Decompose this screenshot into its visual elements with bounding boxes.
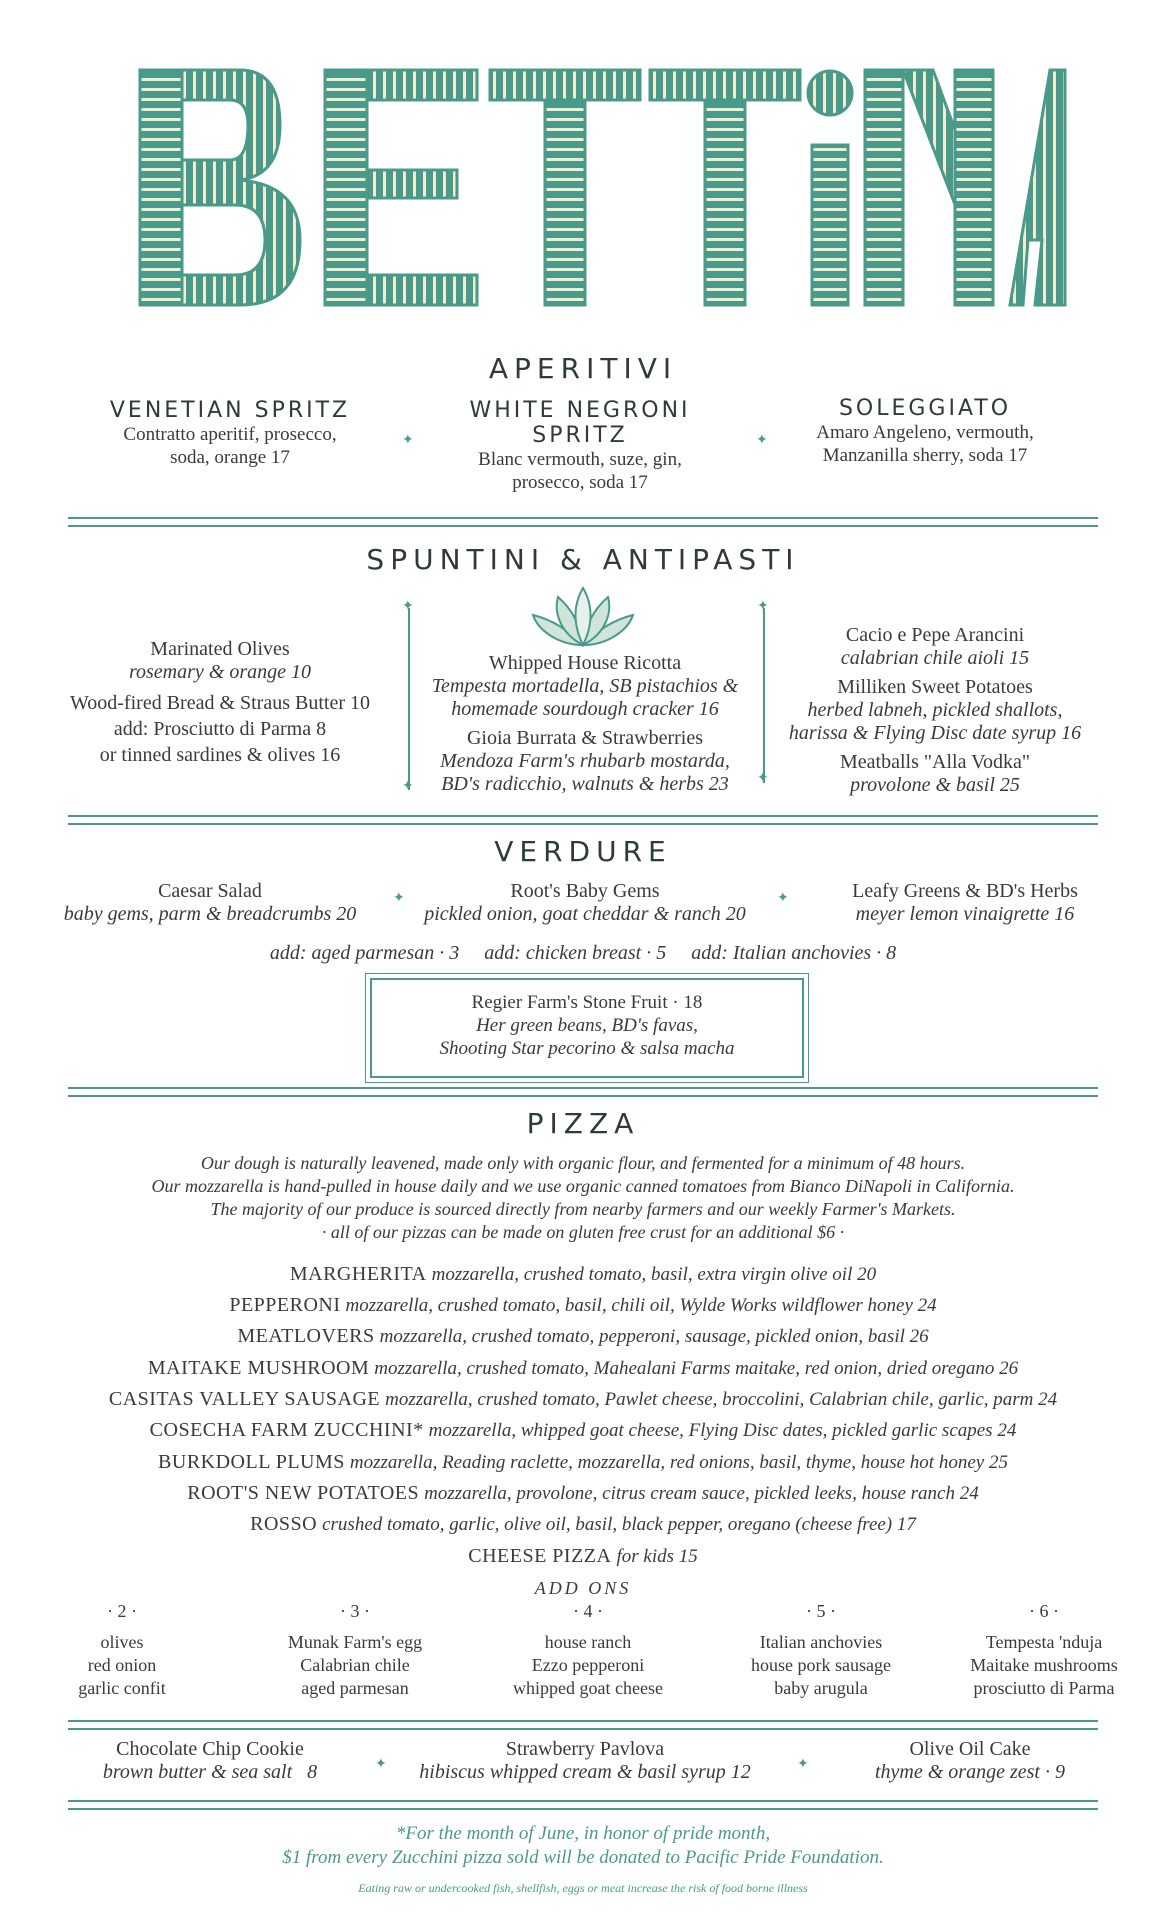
drink-desc: Manzanilla sherry, soda 17 bbox=[822, 445, 1028, 466]
pizza-desc: mozzarella, crushed tomato, Mahealani Farms maitake, red onion, dried oregano 26 bbox=[374, 1358, 1019, 1379]
item-desc: homemade sourdough cracker 16 bbox=[451, 698, 719, 720]
dessert-olive-oil-cake bbox=[820, 1738, 1120, 1784]
diamond-ornament-icon: ✦ bbox=[375, 1757, 387, 1772]
aperitivi-title: APERITIVI bbox=[488, 352, 678, 385]
special-box bbox=[370, 978, 804, 1078]
pizza-item bbox=[0, 1512, 1166, 1537]
intro-line: Our mozzarella is hand-pulled in house daily and we use organic canned tomatoes from Bianco DiNapoli in California. bbox=[151, 1176, 1015, 1196]
bettina-logo bbox=[130, 65, 1070, 310]
addon-column bbox=[245, 1600, 465, 1700]
pizza-desc: crushed tomato, garlic, olive oil, basil, black pepper, oregano (cheese free) 17 bbox=[322, 1514, 916, 1535]
diamond-ornament-icon: ✦ bbox=[402, 433, 414, 448]
verdure-title: VERDURE bbox=[494, 835, 672, 868]
spuntini-left-column bbox=[30, 638, 410, 767]
pizza-item bbox=[0, 1356, 1166, 1381]
pizza-desc: mozzarella, crushed tomato, basil, extra virgin olive oil 20 bbox=[431, 1264, 877, 1285]
addon-price: · 2 · bbox=[107, 1601, 137, 1621]
addon-column bbox=[934, 1600, 1154, 1700]
addon-column bbox=[711, 1600, 931, 1700]
item-desc: or tinned sardines & olives 16 bbox=[99, 744, 341, 766]
lotus-ornament-icon bbox=[528, 585, 638, 650]
addon-item: aged parmesan bbox=[301, 1678, 409, 1698]
addon-item: whipped goat cheese bbox=[513, 1678, 663, 1698]
item-desc: Tempesta mortadella, SB pistachios & bbox=[431, 675, 739, 697]
diamond-ornament-icon: ✦ bbox=[757, 599, 769, 614]
item-name: Meatballs "Alla Vodka" bbox=[839, 751, 1030, 773]
salad-baby-gems bbox=[405, 880, 765, 926]
special-desc: Shooting Star pecorino & salsa macha bbox=[439, 1038, 735, 1059]
drink-soleggiato bbox=[780, 396, 1070, 467]
diamond-ornament-icon: ✦ bbox=[402, 779, 414, 794]
addon-item: baby arugula bbox=[774, 1678, 868, 1698]
section-divider bbox=[68, 815, 1098, 825]
item-name: Milliken Sweet Potatoes bbox=[837, 676, 1033, 698]
item-name: Strawberry Pavlova bbox=[505, 1738, 665, 1760]
intro-line: · all of our pizzas can be made on gluten free crust for an additional $6 · bbox=[321, 1222, 845, 1242]
addon-item: Maitake mushrooms bbox=[970, 1655, 1118, 1675]
item-name: Olive Oil Cake bbox=[909, 1738, 1031, 1760]
spuntini-center-column bbox=[415, 652, 755, 796]
addon-price: · 6 · bbox=[1029, 1601, 1059, 1621]
item-desc: thyme & orange zest · 9 bbox=[875, 1761, 1065, 1783]
addons-title: ADD ONS bbox=[534, 1578, 632, 1598]
pizza-desc: mozzarella, provolone, citrus cream sauce, pickled leeks, house ranch 24 bbox=[424, 1483, 979, 1504]
drink-desc: Blanc vermouth, suze, gin, bbox=[478, 449, 682, 470]
pizza-name: ROOT'S NEW POTATOES bbox=[187, 1482, 420, 1504]
intro-line: The majority of our produce is sourced directly from nearby farmers and our weekly Farmer's Markets. bbox=[210, 1199, 956, 1219]
drink-name: WHITE NEGRONI SPRITZ bbox=[469, 398, 691, 448]
addon-price: · 4 · bbox=[573, 1601, 603, 1621]
item-name: Whipped House Ricotta bbox=[488, 652, 682, 674]
vertical-divider bbox=[408, 608, 410, 790]
drink-venetian-spritz bbox=[85, 398, 375, 469]
item-name: Chocolate Chip Cookie bbox=[116, 1738, 304, 1760]
addon-item: prosciutto di Parma bbox=[973, 1678, 1115, 1698]
drink-white-negroni-spritz bbox=[420, 398, 740, 494]
special-name: Regier Farm's Stone Fruit · 18 bbox=[471, 992, 703, 1013]
diamond-ornament-icon: ✦ bbox=[797, 1757, 809, 1772]
pizza-name: COSECHA FARM ZUCCHINI* bbox=[149, 1419, 424, 1441]
pizza-title: PIZZA bbox=[526, 1107, 640, 1140]
pizza-name: BURKDOLL PLUMS bbox=[158, 1451, 345, 1473]
item-desc: pickled onion, goat cheddar & ranch 20 bbox=[424, 903, 746, 925]
section-divider bbox=[68, 1800, 1098, 1810]
addon-item: house ranch bbox=[544, 1632, 632, 1652]
diamond-ornament-icon: ✦ bbox=[393, 891, 405, 906]
pizza-name: ROSSO bbox=[250, 1513, 318, 1535]
drink-desc: Contratto aperitif, prosecco, bbox=[123, 424, 337, 445]
item-desc: Mendoza Farm's rhubarb mostarda, bbox=[440, 750, 730, 772]
item-name: Gioia Burrata & Strawberries bbox=[466, 727, 704, 749]
item-desc: meyer lemon vinaigrette 16 bbox=[855, 903, 1075, 925]
addon-item: red onion bbox=[87, 1655, 157, 1675]
vertical-divider bbox=[763, 608, 765, 783]
section-divider bbox=[68, 517, 1098, 527]
addon-column bbox=[478, 1600, 698, 1700]
pride-note-line: *For the month of June, in honor of pride month, bbox=[395, 1823, 771, 1844]
pizza-desc: mozzarella, whipped goat cheese, Flying Disc dates, pickled garlic scapes 24 bbox=[428, 1420, 1017, 1441]
addon-item: Ezzo pepperoni bbox=[531, 1655, 645, 1675]
diamond-ornament-icon: ✦ bbox=[756, 433, 768, 448]
pizza-item bbox=[0, 1450, 1166, 1475]
pizza-name: MARGHERITA bbox=[289, 1263, 427, 1285]
diamond-ornament-icon: ✦ bbox=[757, 771, 769, 786]
drink-name: SOLEGGIATO bbox=[838, 396, 1012, 421]
addon-column bbox=[12, 1600, 232, 1700]
pizza-name: MAITAKE MUSHROOM bbox=[147, 1357, 370, 1379]
item-name: Wood-fired Bread & Straus Butter 10 bbox=[70, 692, 370, 714]
item-name: Cacio e Pepe Arancini bbox=[845, 624, 1025, 646]
spuntini-title: SPUNTINI & ANTIPASTI bbox=[366, 543, 800, 576]
pizza-item bbox=[0, 1387, 1166, 1412]
pizza-desc: for kids 15 bbox=[616, 1546, 698, 1567]
salad-leafy-greens bbox=[795, 880, 1135, 926]
intro-line: Our dough is naturally leavened, made only with organic flour, and fermented for a minimum of 48 hours. bbox=[200, 1153, 966, 1173]
pizza-desc: mozzarella, crushed tomato, basil, chili oil, Wylde Works wildflower honey 24 bbox=[345, 1295, 937, 1316]
item-desc: rosemary & orange 10 bbox=[128, 661, 312, 683]
item-name: Marinated Olives bbox=[150, 638, 290, 660]
special-desc: Her green beans, BD's favas, bbox=[476, 1015, 698, 1036]
pride-note bbox=[0, 1822, 1166, 1870]
pizza-name: CHEESE PIZZA bbox=[468, 1545, 612, 1567]
section-divider bbox=[68, 1720, 1098, 1730]
pizza-item bbox=[0, 1262, 1166, 1287]
pizza-name: CASITAS VALLEY SAUSAGE bbox=[108, 1388, 381, 1410]
pizza-name: PEPPERONI bbox=[229, 1294, 341, 1316]
drink-desc: soda, orange 17 bbox=[170, 447, 290, 468]
pizza-desc: mozzarella, crushed tomato, pepperoni, sausage, pickled onion, basil 26 bbox=[379, 1326, 929, 1347]
item-name: Leafy Greens & BD's Herbs bbox=[852, 880, 1078, 902]
item-desc: harissa & Flying Disc date syrup 16 bbox=[788, 722, 1082, 744]
addon-price: · 5 · bbox=[806, 1601, 836, 1621]
pizza-item bbox=[0, 1481, 1166, 1506]
item-desc: baby gems, parm & breadcrumbs 20 bbox=[63, 903, 357, 925]
item-desc: provolone & basil 25 bbox=[850, 774, 1020, 796]
pizza-intro bbox=[0, 1152, 1166, 1244]
addon-item: Munak Farm's egg bbox=[287, 1632, 423, 1652]
addon-item: olives bbox=[100, 1632, 144, 1652]
addon-item: Calabrian chile bbox=[300, 1655, 410, 1675]
pizza-name: MEATLOVERS bbox=[237, 1325, 375, 1347]
addon-item: garlic confit bbox=[78, 1678, 166, 1698]
item-desc: BD's radicchio, walnuts & herbs 23 bbox=[441, 773, 729, 795]
pizza-desc: mozzarella, crushed tomato, Pawlet cheese, broccolini, Calabrian chile, garlic, parm 24 bbox=[385, 1389, 1058, 1410]
pizza-desc: mozzarella, Reading raclette, mozzarella, red onions, basil, thyme, house hot honey 25 bbox=[349, 1452, 1008, 1473]
item-name: Caesar Salad bbox=[158, 880, 262, 902]
item-desc: hibiscus whipped cream & basil syrup 12 bbox=[419, 1761, 751, 1783]
drink-desc: prosecco, soda 17 bbox=[512, 472, 648, 493]
item-desc: add: Prosciutto di Parma 8 bbox=[113, 718, 327, 740]
item-desc: brown butter & sea salt 8 bbox=[102, 1761, 318, 1783]
dessert-cookie bbox=[60, 1738, 360, 1784]
pride-note-line: $1 from every Zucchini pizza sold will be donated to Pacific Pride Foundation. bbox=[282, 1847, 884, 1868]
item-desc: herbed labneh, pickled shallots, bbox=[807, 699, 1063, 721]
pizza-item bbox=[0, 1324, 1166, 1349]
dessert-pavlova bbox=[395, 1738, 775, 1784]
addon-item: Italian anchovies bbox=[759, 1632, 883, 1652]
addon-price: · 3 · bbox=[340, 1601, 370, 1621]
salad-caesar bbox=[30, 880, 390, 926]
pizza-item bbox=[0, 1293, 1166, 1318]
spuntini-right-column bbox=[770, 624, 1100, 797]
item-desc: calabrian chile aioli 15 bbox=[840, 647, 1030, 669]
pizza-item bbox=[0, 1418, 1166, 1443]
drink-name: VENETIAN SPRITZ bbox=[109, 398, 351, 423]
food-warning: Eating raw or undercooked fish, shellfish, eggs or meat increase the risk of food borne illness bbox=[358, 1881, 808, 1895]
pizza-item bbox=[0, 1544, 1166, 1569]
addon-item: Tempesta 'nduja bbox=[985, 1632, 1103, 1652]
salad-addons: add: aged parmesan · 3 add: chicken breast · 5 add: Italian anchovies · 8 bbox=[269, 942, 897, 964]
addon-item: house pork sausage bbox=[751, 1655, 891, 1675]
item-name: Root's Baby Gems bbox=[510, 880, 660, 902]
diamond-ornament-icon: ✦ bbox=[402, 599, 414, 614]
section-divider bbox=[68, 1087, 1098, 1097]
diamond-ornament-icon: ✦ bbox=[777, 891, 789, 906]
drink-desc: Amaro Angeleno, vermouth, bbox=[816, 422, 1034, 443]
